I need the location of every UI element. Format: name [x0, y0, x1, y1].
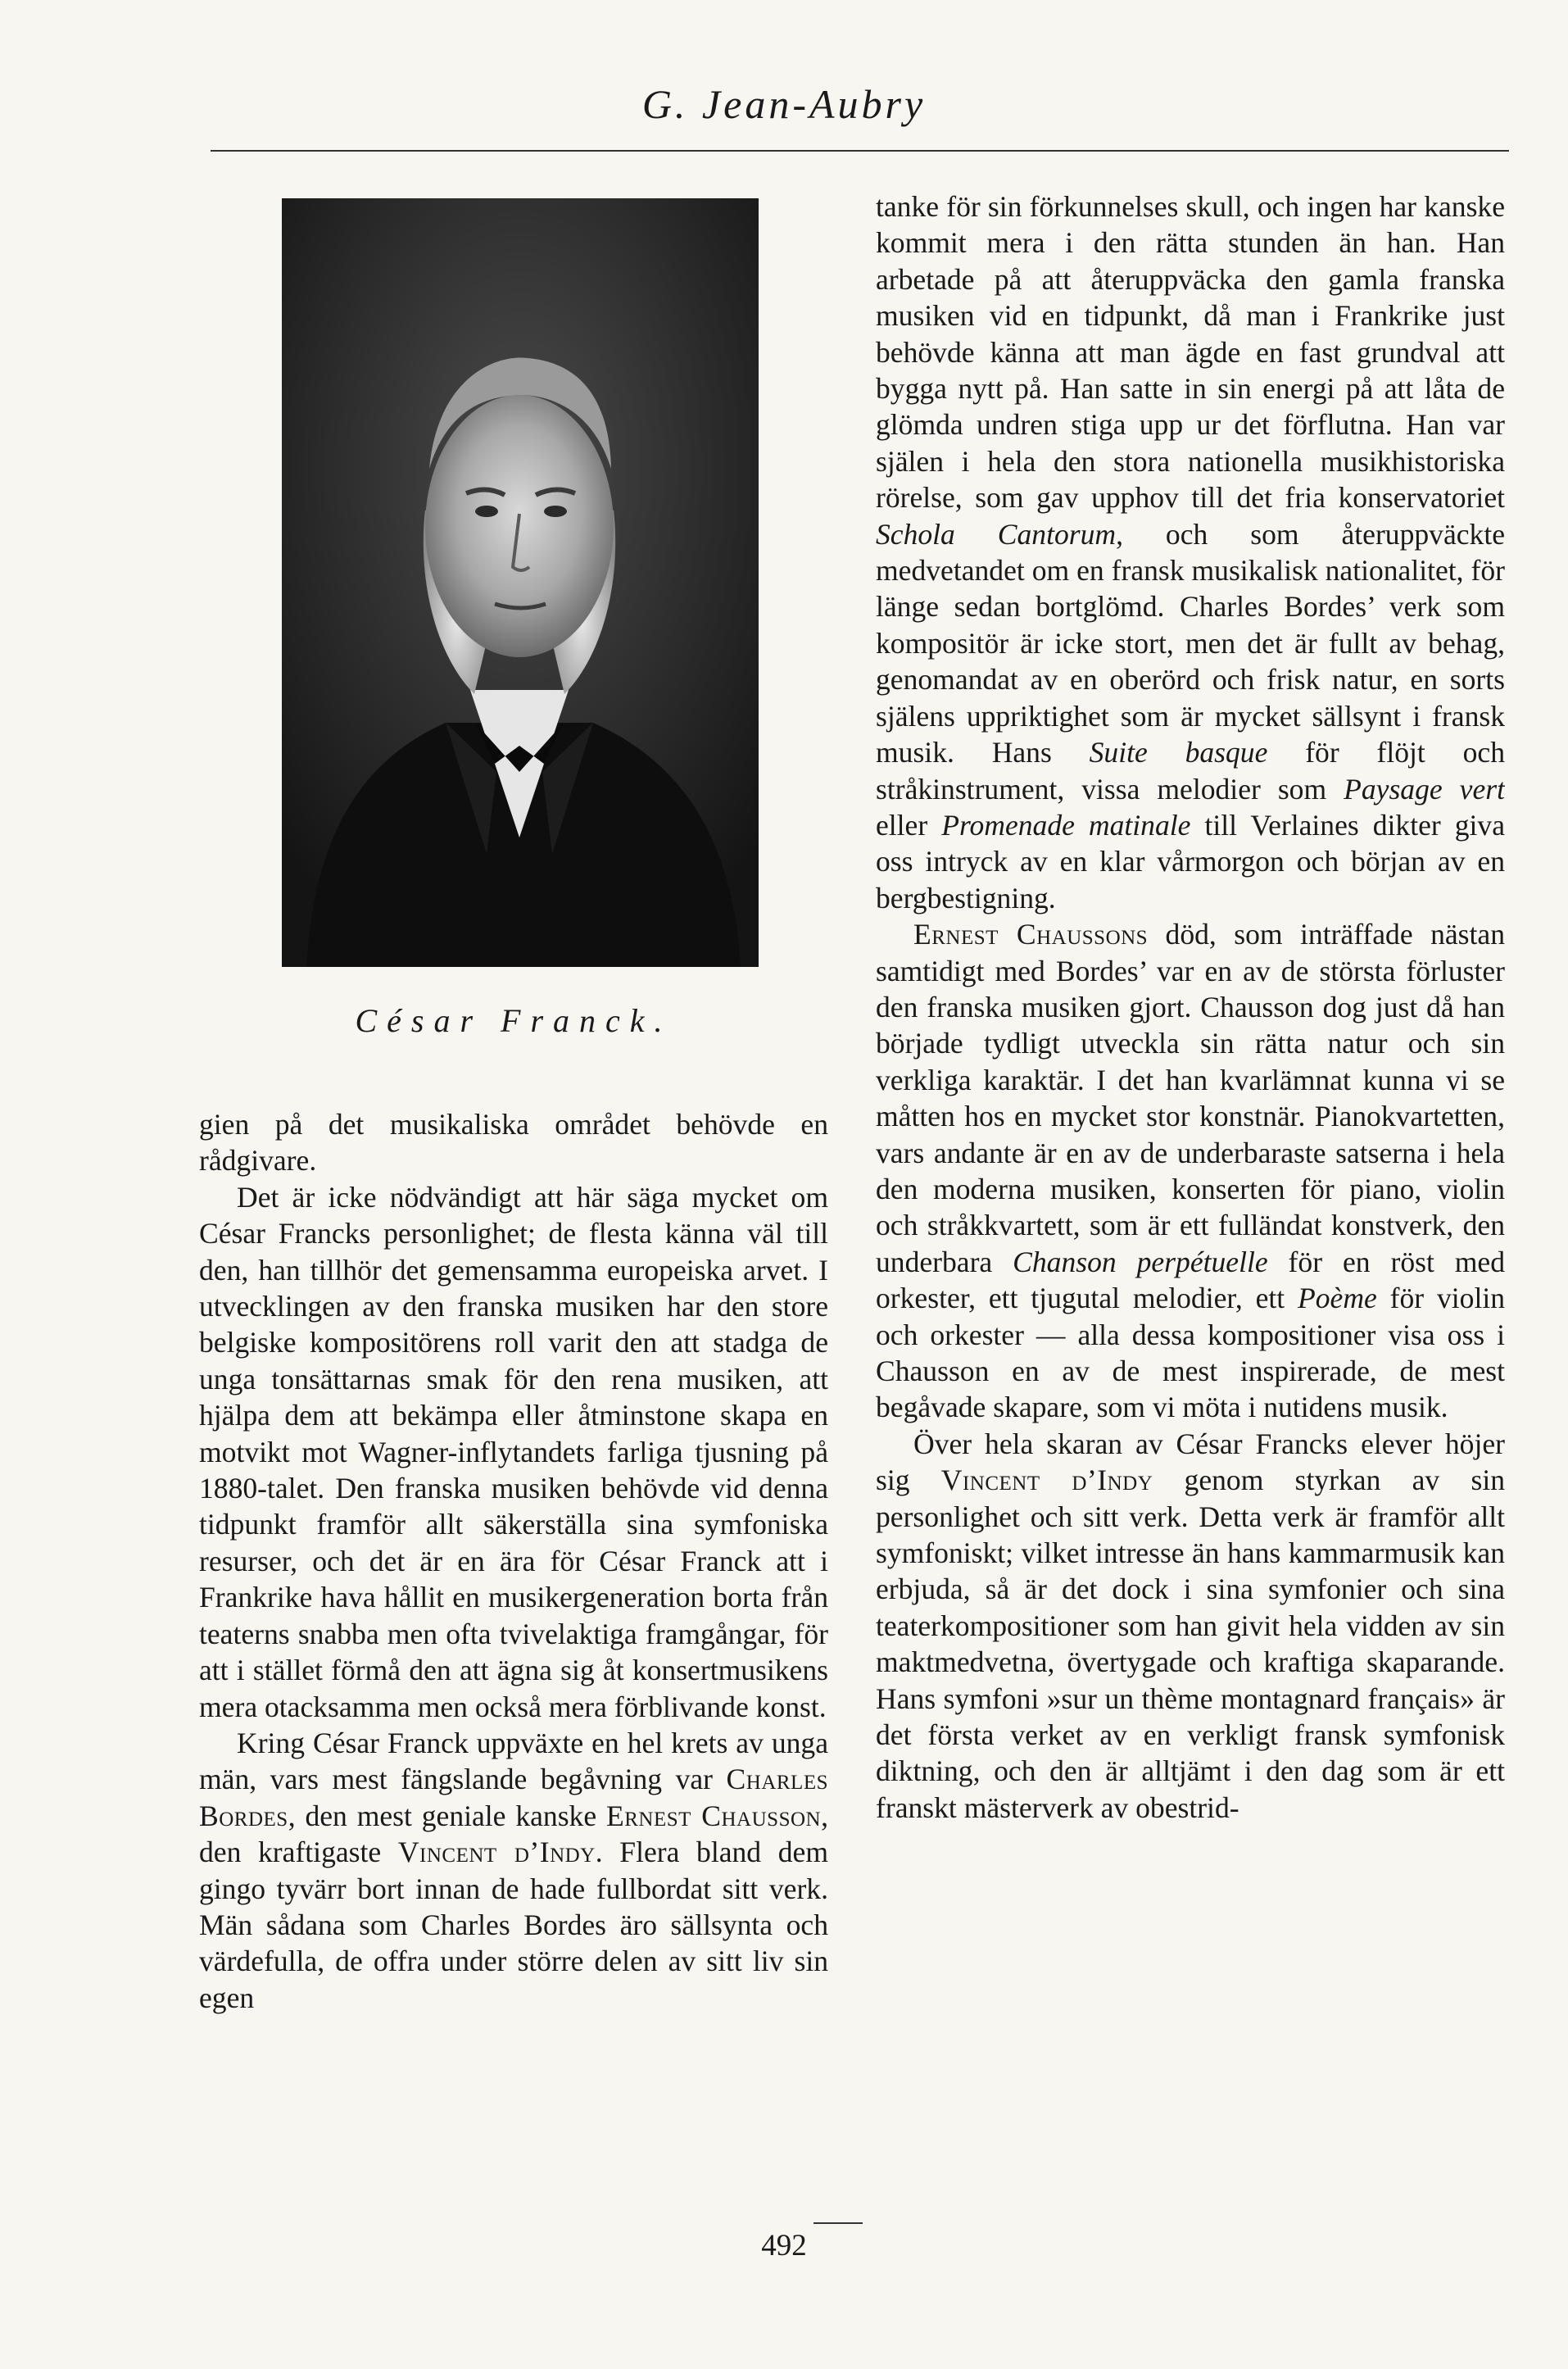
work-title: Suite basque — [1089, 736, 1268, 769]
work-title: Chanson perpétuelle — [1013, 1245, 1268, 1278]
work-title: Promenade matinale — [941, 808, 1191, 842]
person-name: Ernest Chaussons — [913, 918, 1149, 951]
page-number-rule — [813, 2222, 863, 2224]
person-name: Vincent d’Indy — [397, 1836, 596, 1869]
paragraph: gien på det musikaliska området behövde en rådgivare. — [199, 1108, 828, 1178]
paragraph: Över hela skaran av César Francks elever höjer sig Vincent d’Indy genom styrkan av sin personlighet och sitt verk. Detta verk är framför allt symfoniskt; vilket intresse än hans kammarmusik kan erbjuda, så är det dock i sina symfonier och sina teaterkompositioner som han givit hela vidden av sin maktmedvetna, övertygade och kraftiga skaparande. Hans symfoni »sur un thème montagnard français» är det första verket av en verkligt fransk symfonisk diktning, och den är alltjämt i den dag som är ett franskt mästerverk av obestrid- — [876, 1427, 1505, 1824]
work-title: Poème — [1298, 1282, 1377, 1315]
person-name: Vincent d’Indy — [940, 1464, 1153, 1497]
person-name: Ernest Chausson — [606, 1799, 822, 1832]
person-name: Charles Bordes — [199, 1763, 828, 1832]
paragraph: Det är icke nödvändigt att här säga mycket om César Francks personlighet; de flesta känna väl till den, han tillhör det gemensamma europeiska arvet. I utvecklingen av den franska musiken har den store belgiske kompositörens roll varit den att stadga de unga tonsättarnas smak för den rena musiken, att hjälpa dem att bekämpa eller åtminstone skapa en motvikt mot Wagner-inflytandets farliga tjusning på 1880-talet. Den franska musiken behövde vid denna tidpunkt framför allt säkerställa sina symfoniska resurser, och det är en ära för César Franck att i Frankrike hava hållit en musikergeneration borta från teaterns snabba men ofta tvivelaktiga framgångar, för att i stället förmå den att ägna sig åt konsertmusikens mera otacksamma men också mera förblivande konst. — [199, 1180, 828, 1723]
page-number: 492 — [761, 2229, 807, 2262]
paragraph: Ernest Chaussons död, som inträffade nästan samtidigt med Bordes’ var en av de största förluster den franska musiken gjort. Chausson dog just då han började tydligt utveckla sin rätta natur och sin verkliga karaktär. I det han kvarlämnat kunna vi se måtten hos en mycket stor konstnär. Pianokvartetten, vars andante är en av de underbaraste satserna i hela den moderna musiken, konserten för piano, violin och stråkkvartett, som är ett fulländat konstverk, den underbara Chanson perpétuelle för en röst med orkester, ett tjugutal melodier, ett Poème för violin och orkester — alla dessa kompositioner visa oss i Chausson en av de mest inspirerade, de mest begåvade skapare, som vi möta i nutidens musik. — [876, 918, 1505, 1424]
paragraph: tanke för sin förkunnelses skull, och ingen har kanske kommit mera i den rätta stunden än han. Han arbetade på att återuppväcka den gamla franska musiken vid en tidpunkt, då man i Frankrike just behövde känna att man ägde en fast grundval att bygga nytt på. Han satte in sin energi på att låta de glömda undren stiga upp ur det förflutna. Han var själen i hela den stora nationella musikhistoriska rörelse, som gav upphov till det fria konservatoriet Schola Cantorum, och som återuppväckte medvetandet om en fransk musikalisk nationalitet, för länge sedan bortglömd. Charles Bordes’ verk som kompositör är icke stort, men det är fullt av behag, genomandat av en oberörd och frisk natur, en sorts själens uppriktighet som är mycket sällsynt i fransk musik. Hans Suite basque för flöjt och stråkinstrument, vissa melodier som Paysage vert eller Promenade matinale till Verlaines dikter giva oss intryck av en klar vårmorgon och början av en bergbestigning. — [876, 190, 1505, 914]
work-title: Schola Cantorum — [876, 517, 1117, 551]
figure-caption: César Franck. — [355, 1002, 673, 1039]
right-column — [876, 188, 1505, 2208]
work-title: Paysage vert — [1344, 772, 1505, 806]
paragraph: Kring César Franck uppväxte en hel krets av unga män, vars mest fängslande begåvning var Charles Bordes, den mest geniale kanske Ernest Chausson, den kraftigaste Vincent d’Indy. Flera bland dem gingo tyvärr bort innan de hade fullbordat sitt verk. Män sådana som Charles Bordes äro sällsynta och värdefulla, de offra under större delen av sitt liv sin egen — [199, 1726, 828, 2014]
header-rule — [211, 150, 1509, 152]
left-column — [199, 1106, 828, 2206]
portrait-photo — [282, 198, 759, 967]
running-head: G. Jean-Aubry — [641, 81, 927, 127]
